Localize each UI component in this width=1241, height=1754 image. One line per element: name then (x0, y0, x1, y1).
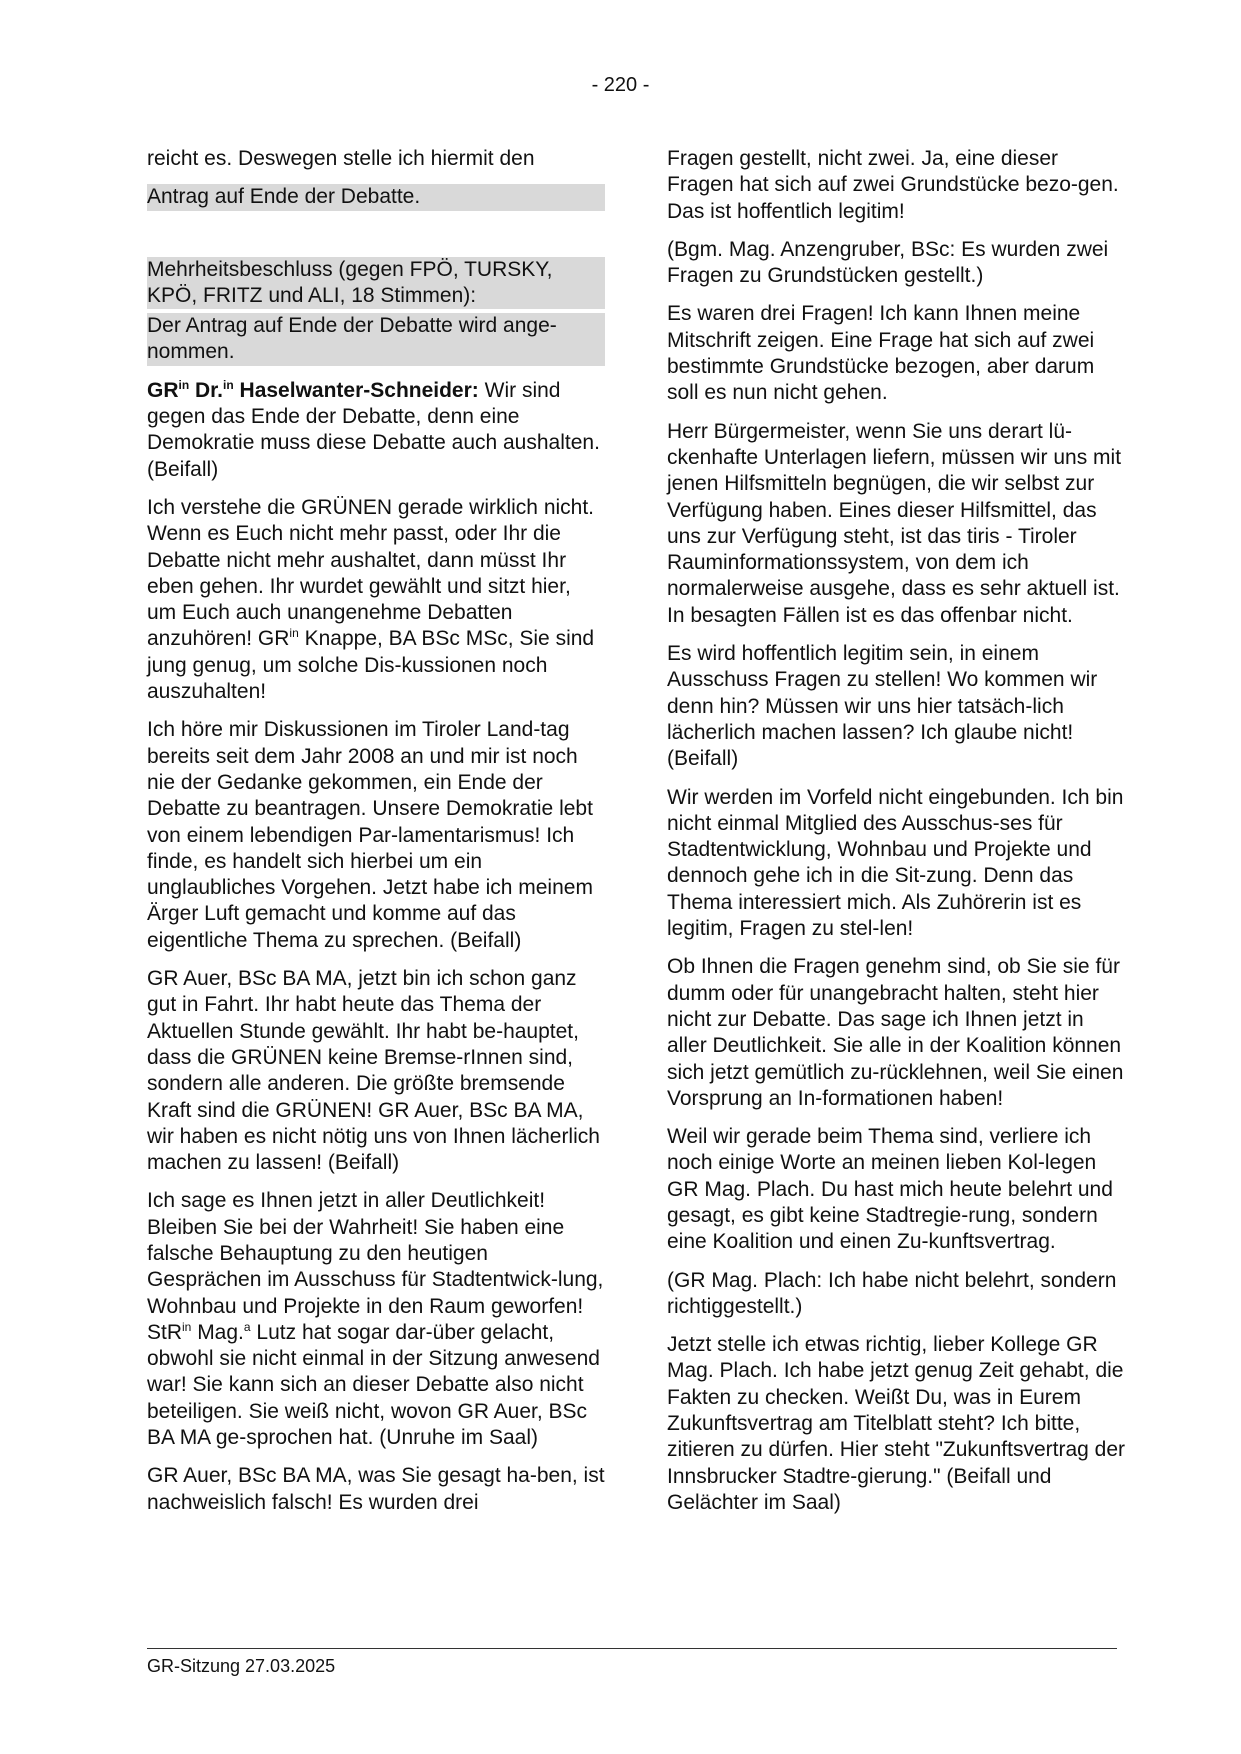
paragraph-interjection: (GR Mag. Plach: Ich habe nicht belehrt, sondern richtiggestellt.) (667, 1268, 1117, 1318)
right-column (667, 146, 1125, 1528)
paragraph: Ich verstehe die GRÜNEN gerade wirklich nicht. Wenn es Euch nicht mehr passt, oder Ihr die Debatte nicht mehr aushaltet, dann müsst Ihr eben gehen. Ihr wurdet gewählt und sitzt hier, um Euch auch unangenehme Debatten anzuhören! $GR^{in}$ Knappe, BA BSc MSc, Sie sind jung genug, um solche Dis-kussionen noch auszuhalten! (147, 495, 595, 704)
paragraph: Ob Ihnen die Fragen genehm sind, ob Sie sie für dumm oder für unangebracht halten, steht hier nicht zur Debatte. Das sage ich Ihnen jetzt in aller Deutlichkeit. Sie alle in der Koalition können sich jetzt gemütlich zu-rücklehnen, weil Sie einen Vorsprung an In-formationen haben! (667, 955, 1124, 1110)
left-column (147, 146, 605, 1528)
paragraph: Weil wir gerade beim Thema sind, verliere ich noch einige Worte an meinen lieben Kol-legen GR Mag. Plach. Du hast mich heute belehrt und gesagt, es gibt keine Stadtregie-rung, sondern eine Koalition und einen Zu-kunftsvertrag. (667, 1125, 1113, 1254)
paragraph: Fragen gestellt, nicht zwei. Ja, eine dieser Fragen hat sich auf zwei Grundstücke bezo-gen. Das ist hoffentlich legitim! (667, 147, 1119, 223)
vote-result-text: Der Antrag auf Ende der Debatte wird ange-nommen. (147, 313, 605, 366)
spacer (147, 223, 605, 257)
footer-text: GR-Sitzung 27.03.2025 (147, 1656, 336, 1676)
paragraph: Ich höre mir Diskussionen im Tiroler Land-tag bereits seit dem Jahr 2008 an und mir ist noch nie der Gedanke gekommen, ein Ende der Debatte zu beantragen. Unsere Demokratie lebt von einem lebendigen Par-lamentarismus! Ich finde, es handelt sich hierbei um ein unglaubliches Vorgehen. Jetzt habe ich meinem Ärger Luft gemacht und komme auf das eigentliche Thema zu sprechen. (Beifall) (147, 718, 593, 952)
paragraph: GR Auer, BSc BA MA, jetzt bin ich schon ganz gut in Fahrt. Ihr habt heute das Thema der Aktuellen Stunde gewählt. Ihr habt be-hauptet, dass die GRÜNEN keine Bremse-rInnen sind, sondern alle anderen. Die größte bremsende Kraft sind die GRÜNEN! GR Auer, BSc BA MA, wir haben es nicht nötig uns von Ihnen lächerlich machen zu lassen! (Beifall) (147, 967, 600, 1175)
speaker-text: Wir sind gegen das Ende der Debatte, denn eine Demokratie muss diese Debatte auch aushalten. (Beifall) (147, 378, 600, 481)
vote-result-header: Mehrheitsbeschluss (gegen FPÖ, TURSKY, KPÖ, FRITZ und ALI, 18 Stimmen): (147, 257, 605, 310)
paragraph-intro: reicht es. Deswegen stelle ich hiermit den (147, 147, 535, 170)
paragraph: Ich sage es Ihnen jetzt in aller Deutlichkeit! Bleiben Sie bei der Wahrheit! Sie haben eine falsche Behauptung zu den heutigen Gesprächen im Ausschuss für Stadtentwick-lung, Wohnbau und Projekte in den Raum geworfen! StR$^{in}$ Mag.$^a$ Lutz hat sogar dar-über gelacht, obwohl sie nicht einmal in der Sitzung anwesend war! Sie kann sich an dieser Debatte also nicht beteiligen. Sie weiß nicht, wovon GR Auer, BSc BA MA ge-sprochen hat. (Unruhe im Saal) (147, 1189, 604, 1450)
paragraph: Jetzt stelle ich etwas richtig, lieber Kollege GR Mag. Plach. Ich habe jetzt genug Zeit gehabt, die Fakten zu checken. Weißt Du, was in Eurem Zukunftsvertrag am Titelblatt steht? Ich bitte, zitieren zu dürfen. Hier steht "Zukunftsvertrag der Innsbrucker Stadtre-gierung." (Beifall und Gelächter im Saal) (667, 1333, 1125, 1514)
paragraph: Es wird hoffentlich legitim sein, in einem Ausschuss Fragen zu stellen! Wo kommen wir denn hin? Müssen wir uns hier tatsäch-lich lächerlich machen lassen? Ich glaube nicht! (Beifall) (667, 642, 1098, 771)
footer-divider (147, 1648, 1117, 1649)
paragraph: Wir werden im Vorfeld nicht eingebunden. Ich bin nicht einmal Mitglied des Ausschus-ses für Stadtentwicklung, Wohnbau und Projekte und dennoch gehe ich in die Sit-zung. Denn das Thema interessiert mich. Als Zuhörerin ist es legitim, Fragen zu stel-len! (667, 785, 1124, 941)
paragraph: Es waren drei Fragen! Ich kann Ihnen meine Mitschrift zeigen. Eine Frage hat sich auf zwei bestimmte Grundstücke bezogen, aber darum soll es nun nicht gehen. (667, 302, 1095, 405)
paragraph: Herr Bürgermeister, wenn Sie uns derart lü-ckenhafte Unterlagen liefern, müssen wir uns mit jenen Hilfsmitteln begnügen, die wir selbst zur Verfügung haben. Eines dieser Hilfsmittel, das uns zur Verfügung steht, ist das tiris - Tiroler Rauminformationssystem, von dem ich normalerweise ausgehe, dass es sehr aktuell ist. In besagten Fällen ist es das offenbar nicht. (667, 419, 1122, 627)
paragraph: GR Auer, BSc BA MA, was Sie gesagt ha-ben, ist nachweislich falsch! Es wurden drei (147, 1464, 605, 1514)
speaker-name: $GR^{in}$ Dr.$^{in}$ Haselwanter-Schneider: (147, 377, 479, 402)
speaker-paragraph (147, 378, 605, 483)
paragraph-interjection: (Bgm. Mag. Anzengruber, BSc: Es wurden zwei Fragen zu Grundstücken gestellt.) (667, 237, 1109, 288)
motion-highlight: Antrag auf Ende der Debatte. (147, 184, 605, 210)
page-number: - 220 - (591, 74, 650, 96)
